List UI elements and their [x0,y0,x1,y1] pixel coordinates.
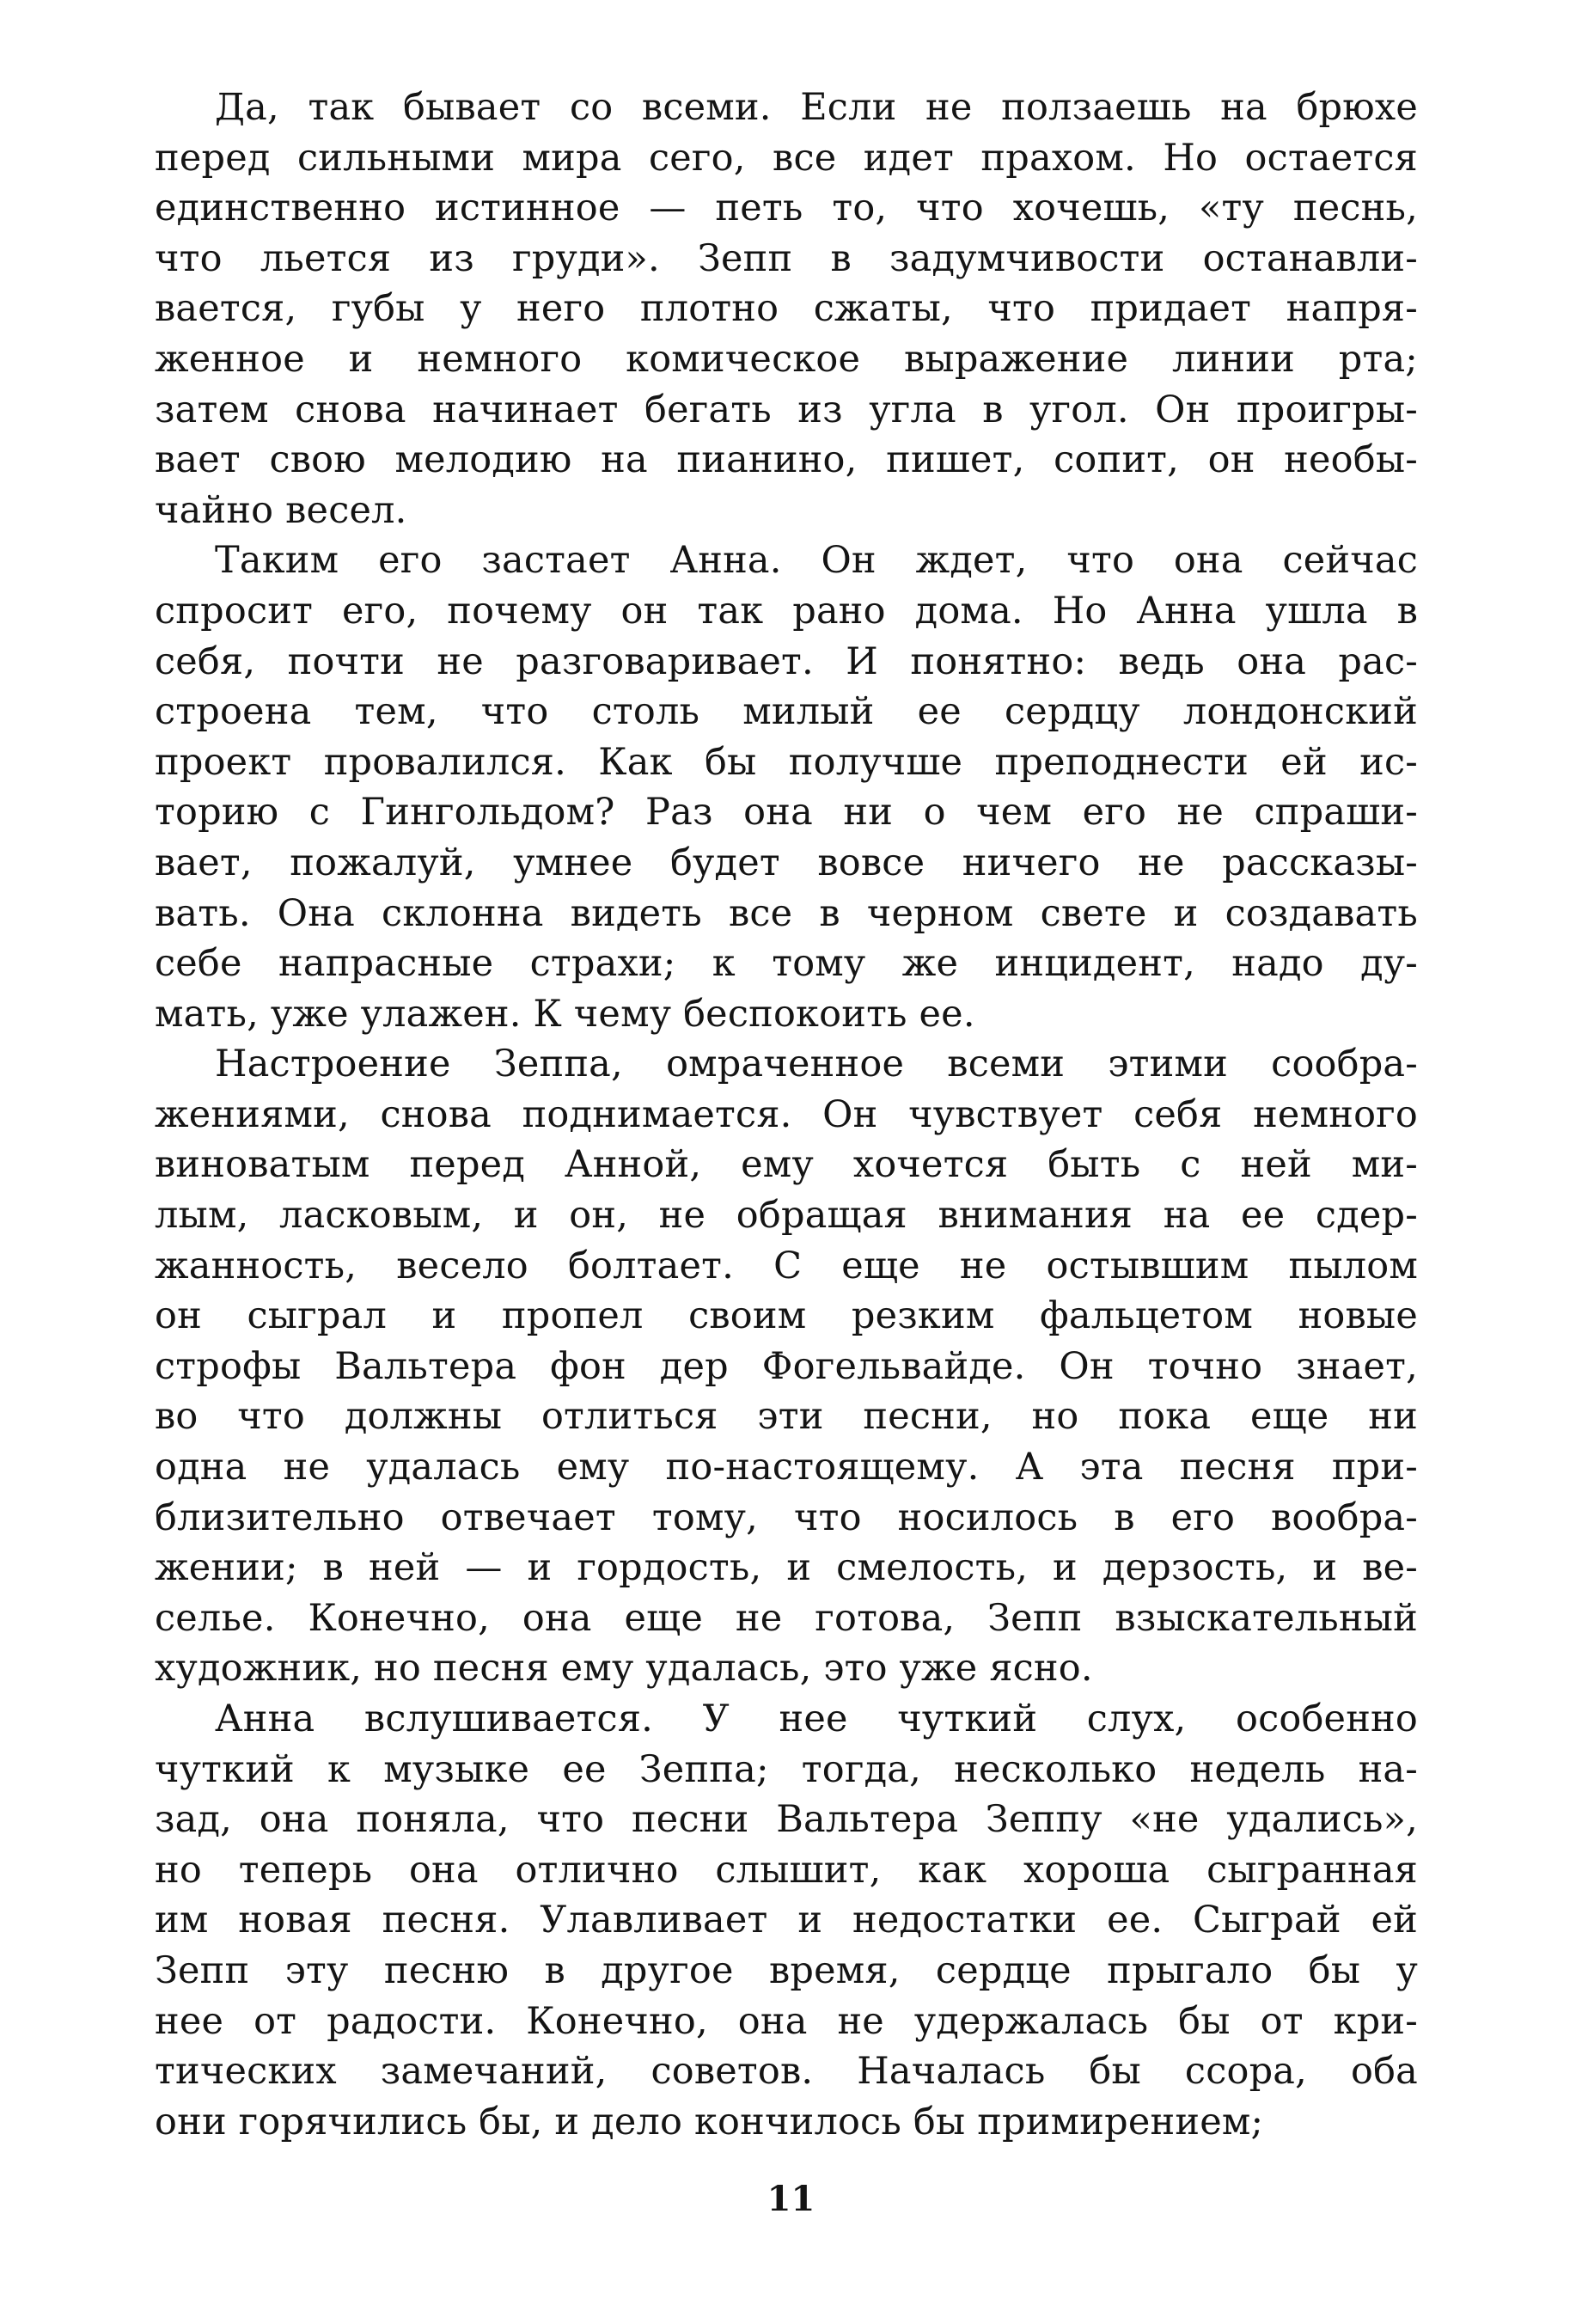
text-line: художник, но песня ему удалась, это уже ясно. [155,1647,1093,1691]
text-line: Анна вслушивается. У нее чуткий слух, особенно [215,1697,1418,1740]
text-line: проект провалился. Как бы получше преподнести ей ис- [155,740,1418,784]
paragraph [155,1039,1418,1694]
text-line: мать, уже улажен. К чему беспокоить ее. [155,992,975,1036]
text-line: зад, она поняла, что песни Вальтера Зеппу «не удались», [155,1798,1418,1842]
text-line: торию с Гингольдом? Раз она ни о чем его не спраши- [155,791,1418,835]
text-line: жанность, весело болтает. С еще не остывшим пылом [155,1244,1418,1287]
text-line: что льется из груди». Зепп в задумчивости останавли- [155,236,1418,280]
text-line: строфы Вальтера фон дер Фогельвайде. Он точно знает, [155,1344,1418,1388]
text-line: вает, пожалуй, умнее будет вовсе ничего не рассказы- [155,841,1418,884]
page-number: 11 [767,2179,815,2219]
text-line: близительно отвечает тому, что носилось в его вообра- [155,1495,1418,1539]
text-line: жениями, снова поднимается. Он чувствует себя немного [155,1092,1418,1136]
text-line: нее от радости. Конечно, она не удержалась бы от кри- [155,1999,1418,2043]
paragraph [155,83,1418,535]
text-line: лым, ласковым, и он, не обращая внимания на ее сдер- [155,1194,1418,1238]
text-line: тических замечаний, советов. Началась бы ссора, оба [155,2050,1418,2094]
paragraph [155,535,1418,1039]
text-line: он сыграл и пропел своим резким фальцетом новые [155,1294,1418,1338]
text-line: спросит его, почему он так рано дома. Но Анна ушла в [155,589,1418,633]
text-line: себя, почти не разговаривает. И понятно: ведь она рас- [155,639,1418,683]
text-line: Настроение Зеппа, омраченное всеми этими сообра- [215,1043,1418,1086]
text-line: чуткий к музыке ее Зеппа; тогда, несколько недель на- [155,1747,1418,1791]
text-line: вается, губы у него плотно сжаты, что придает напря- [155,287,1418,331]
paragraph [155,1694,1418,2147]
text-line: вать. Она склонна видеть все в черном свете и создавать [155,891,1418,935]
text-line: чайно весел. [155,488,407,532]
text-line: Да, так бывает со всеми. Если не ползаешь на брюхе [215,86,1418,129]
text-line: строена тем, что столь милый ее сердцу лондонский [155,690,1418,734]
text-line: им новая песня. Улавливает и недостатки ее. Сыграй ей [155,1899,1418,1942]
text-line: они горячились бы, и дело кончилось бы примирением; [155,2100,1264,2144]
text-line: жении; в ней — и гордость, и смелость, и дерзость, и ве- [155,1546,1418,1590]
text-line: вает свою мелодию на пианино, пишет, сопит, он необы- [155,438,1418,482]
body-text [155,83,1418,2147]
text-line: себе напрасные страхи; к тому же инцидент, надо ду- [155,942,1418,986]
text-line: Зепп эту песню в другое время, сердце прыгало бы у [155,1948,1418,1992]
text-line: одна не удалась ему по-настоящему. А эта песня при- [155,1446,1418,1489]
text-line: Таким его застает Анна. Он ждет, что она сейчас [215,539,1418,583]
text-line: перед сильными мира сего, все идет прахом. Но остается [155,136,1418,180]
text-line: но теперь она отлично слышит, как хороша сыгранная [155,1848,1418,1892]
text-line: селье. Конечно, она еще не готова, Зепп взыскательный [155,1596,1418,1640]
text-line: женное и немного комическое выражение линии рта; [155,337,1418,381]
text-line: во что должны отлиться эти песни, но пока еще ни [155,1395,1418,1439]
text-line: единственно истинное — петь то, что хочешь, «ту песнь, [155,187,1418,230]
text-line: виноватым перед Анной, ему хочется быть с ней ми- [155,1143,1418,1187]
text-line: затем снова начинает бегать из угла в угол. Он проигры- [155,388,1418,431]
